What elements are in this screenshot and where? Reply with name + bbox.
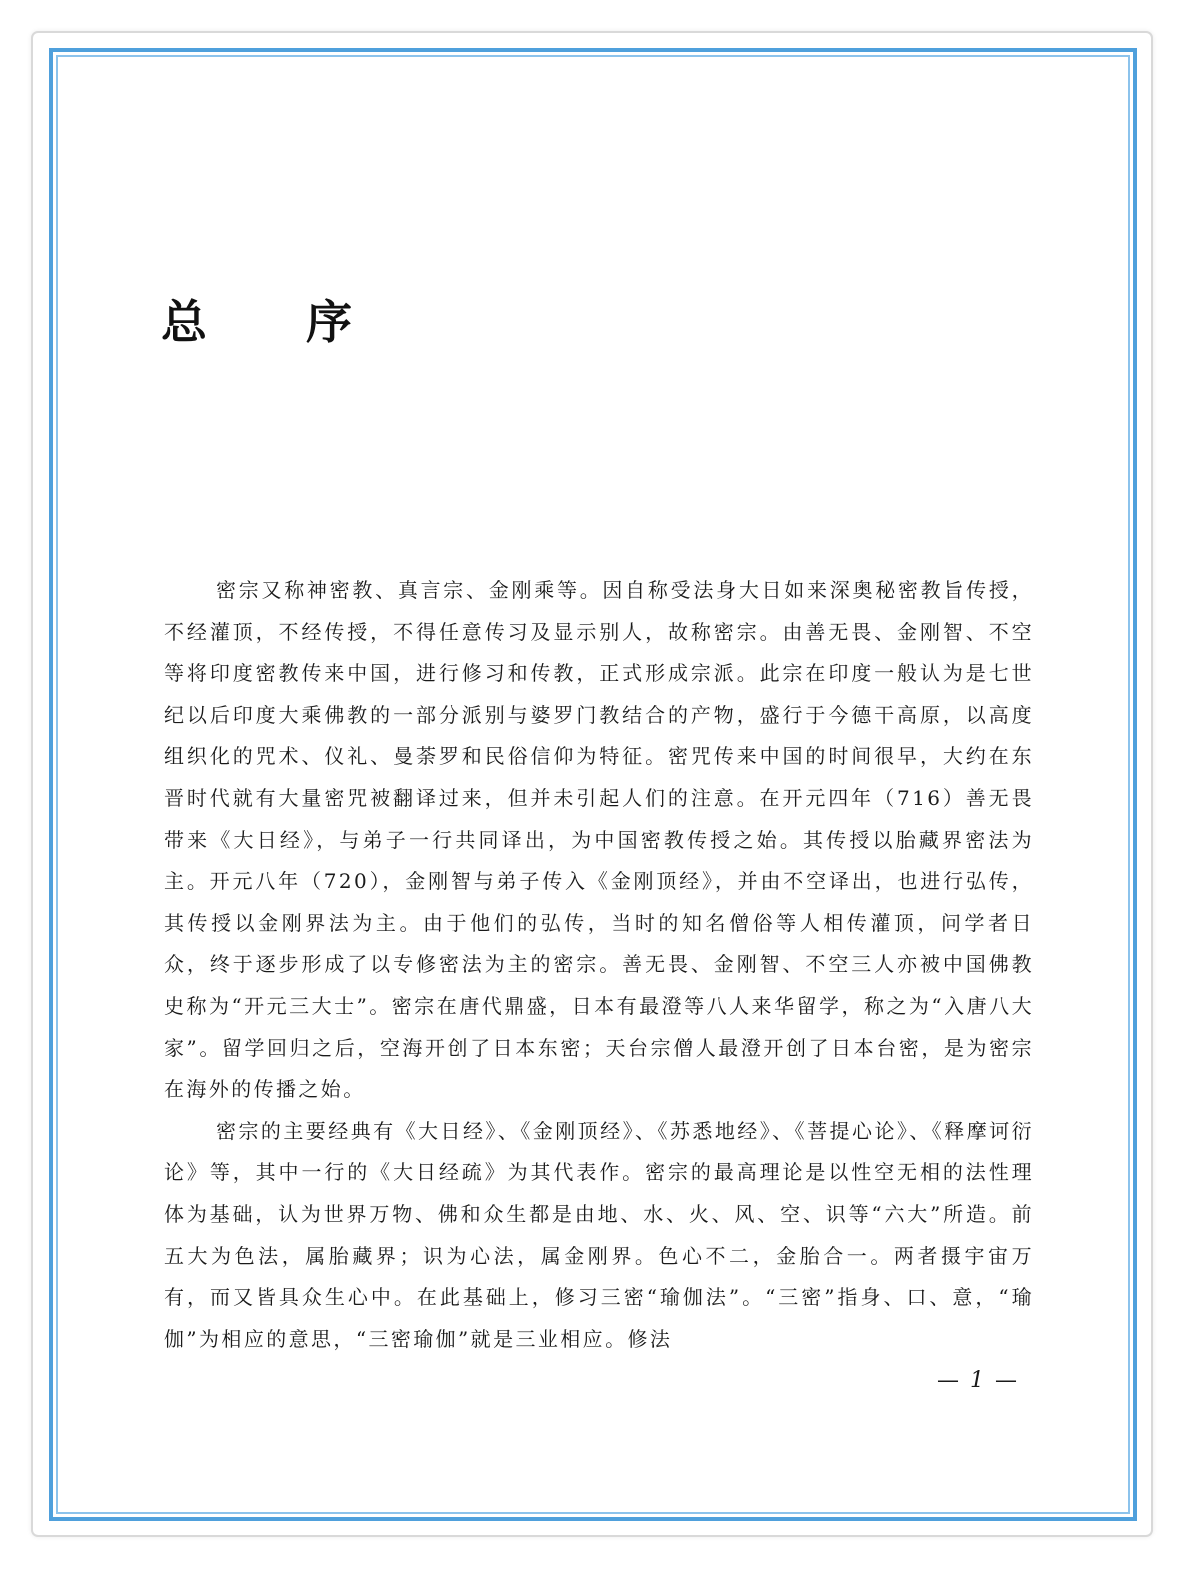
page-title bbox=[161, 292, 352, 352]
page-number-dash-right: — bbox=[995, 1368, 1019, 1393]
page-number-dash-left: — bbox=[937, 1368, 961, 1393]
document-page bbox=[57, 56, 1129, 1513]
paragraph-2: 密宗的主要经典有《大日经》、《金刚顶经》、《苏悉地经》、《菩提心论》、《释摩诃衍论》等，其中一行的《大日经疏》为其代表作。密宗的最高理论是以性空无相的法性理体为基础，认为世界万物、佛和众生都是由地、水、火、风、空、识等“六大”所造。前五大为色法，属胎藏界；识为心法，属金刚界。色心不二，金胎合一。两者摄宇宙万有，而又皆具众生心中。在此基础上，修习三密“瑜伽法”。“三密”指身、口、意，“瑜伽”为相应的意思，“三密瑜伽”就是三业相应。修法 bbox=[164, 1118, 1034, 1351]
page-number-value: 1 bbox=[970, 1368, 986, 1393]
title-char-1: 总 bbox=[161, 295, 207, 349]
paragraph-1: 密宗又称神密教、真言宗、金刚乘等。因自称受法身大日如来深奥秘密教旨传授，不经灌顶，不经传授，不得任意传习及显示别人，故称密宗。由善无畏、金刚智、不空等将印度密教传来中国，进行修习和传教，正式形成宗派。此宗在印度一般认为是七世纪以后印度大乘佛教的一部分派别与婆罗门教结合的产物，盛行于今德干高原，以高度组织化的咒术、仪礼、曼荼罗和民俗信仰为特征。密咒传来中国的时间很早，大约在东晋时代就有大量密咒被翻译过来，但并未引起人们的注意。在开元四年（716）善无畏带来《大日经》，与弟子一行共同译出，为中国密教传授之始。其传授以胎藏界密法为主。开元八年（720），金刚智与弟子传入《金刚顶经》，并由不空译出，也进行弘传，其传授以金刚界法为主。由于他们的弘传，当时的知名僧俗等人相传灌顶，问学者日众，终于逐步形成了以专修密法为主的密宗。善无畏、金刚智、不空三人亦被中国佛教史称为“开元三大士”。密宗在唐代鼎盛，日本有最澄等八人来华留学，称之为“入唐八大家”。留学回归之后，空海开创了日本东密；天台宗僧人最澄开创了日本台密，是为密宗在海外的传播之始。 bbox=[164, 578, 1034, 1102]
page-number bbox=[937, 1368, 1019, 1393]
body-text bbox=[164, 570, 1034, 1360]
title-char-2: 序 bbox=[306, 295, 352, 349]
